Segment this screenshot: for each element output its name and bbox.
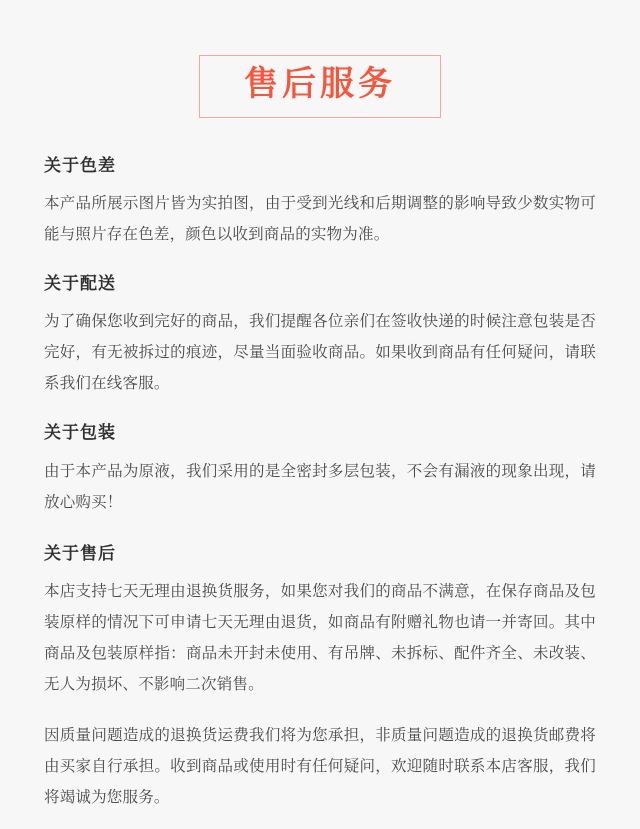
section-heading-packaging: 关于包装 (44, 423, 116, 443)
section-text-after-sales-return-policy: 本店支持七天无理由退换货服务，如果您对我们的商品不满意，在保存商品及包装原样的情况下可申请七天无理由退货，如商品有附赠礼物也请一并寄回。其中商品及包装原样指：商品未开封未使用、有吊牌、未拆标、配件齐全、未改装、无人为损坏、不影响二次销售。 (44, 583, 596, 694)
page-title: 售后服务 (244, 65, 396, 103)
section-heading-delivery: 关于配送 (44, 274, 116, 294)
section-about-packaging (44, 423, 596, 517)
section-about-delivery (44, 274, 596, 399)
section-about-color-difference (44, 156, 596, 250)
section-heading-color-difference: 关于色差 (44, 155, 116, 175)
section-about-after-sales (44, 544, 596, 813)
section-text-delivery: 为了确保您收到完好的商品，我们提醒各位亲们在签收快递的时候注意包装是否完好，有无被拆过的痕迹，尽量当面验收商品。如果收到商品有任何疑问，请联系我们在线客服。 (44, 313, 596, 393)
service-sections (44, 156, 596, 814)
section-text-color-difference: 本产品所展示图片皆为实拍图，由于受到光线和后期调整的影响导致少数实物可能与照片存在色差，颜色以收到商品的实物为准。 (44, 195, 596, 244)
page-title-banner (199, 55, 441, 118)
section-heading-after-sales: 关于售后 (44, 543, 116, 563)
section-text-packaging: 由于本产品为原液，我们采用的是全密封多层包装，不会有漏液的现象出现，请放心购买！ (44, 462, 596, 511)
section-text-after-sales-shipping-fee: 因质量问题造成的退换货运费我们将为您承担，非质量问题造成的退换货邮费将由买家自行承担。收到商品或使用时有任何疑问，欢迎随时联系本店客服，我们将竭诚为您服务。 (44, 727, 596, 807)
page-title-banner-wrapper (44, 0, 596, 118)
